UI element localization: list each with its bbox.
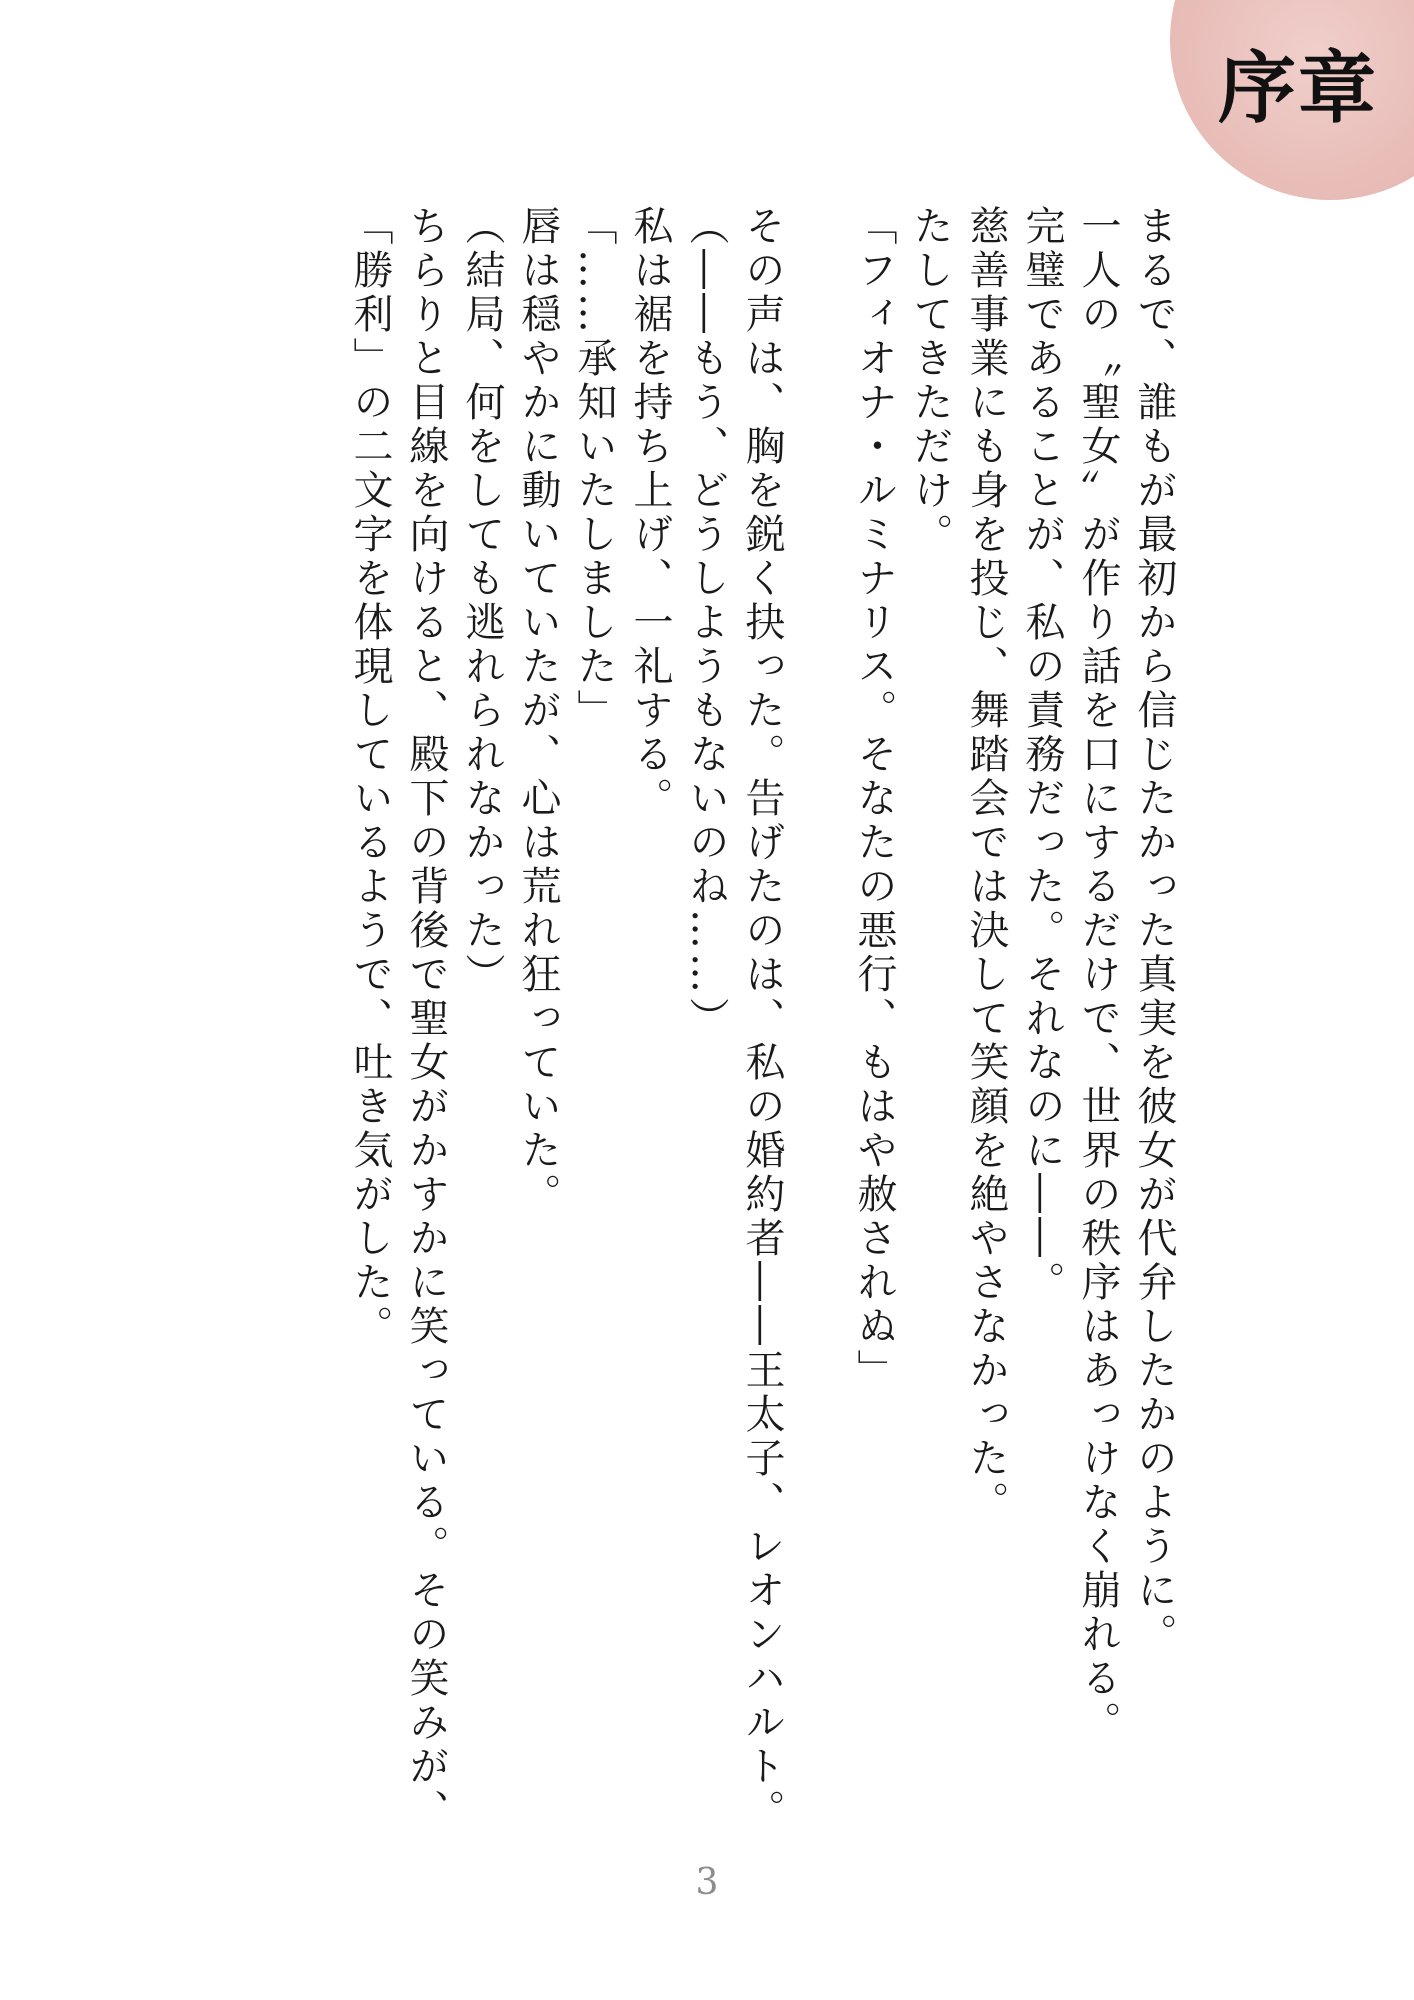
text-line: 「勝利」の二文字を体現しているようで、吐き気がした。 [347,205,393,1349]
text-line: 私は裾を持ち上げ、一礼する。 [627,205,673,821]
page-number: 3 [695,1862,719,1903]
body-text [342,205,1182,1835]
text-line: 「……承知いたしました」 [571,205,617,733]
text-line: ちらりと目線を向けると、殿下の背後で聖女がかすかに笑っている。その笑みが、 [403,205,449,1833]
chapter-title: 序章 [1218,43,1379,134]
text-line: （――もう、どうしようもないのね……） [683,205,729,1041]
text-line: 完璧であることが、私の責務だった。それなのに――。 [1019,205,1065,1305]
text-line: 「フィオナ・ルミナリス。そなたの悪行、もはや赦されぬ」 [851,205,897,1393]
text-line: （結局、何をしても逃れられなかった） [459,205,505,997]
text-line: 慈善事業にも身を投じ、舞踏会では決して笑顔を絶やさなかった。 [963,205,1009,1525]
text-line: まるで、誰もが最初から信じたかった真実を彼女が代弁したかのように。 [1131,205,1177,1657]
text-line: 唇は穏やかに動いていたが、心は荒れ狂っていた。 [515,205,561,1217]
text-line: たしてきただけ。 [907,205,953,557]
text-line: その声は、胸を鋭く抉った。告げたのは、私の婚約者――王太子、レオンハルト。 [739,205,785,1833]
text-line: 一人の〝聖女〟が作り話を口にするだけで、世界の秩序はあっけなく崩れる。 [1075,205,1121,1745]
